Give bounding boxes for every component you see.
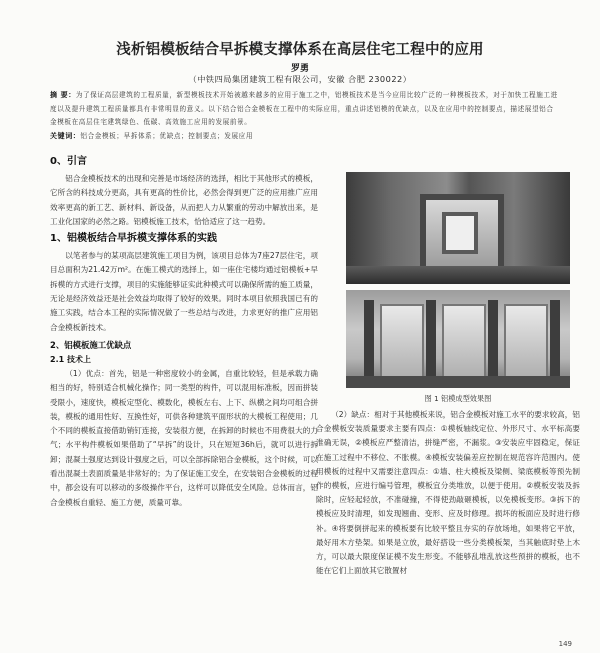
paper-title: 浅析铝模板结合早拆模支撑体系在高层住宅工程中的应用 [116, 42, 484, 58]
section-0-paragraph: 铝合金模板技术的出现和完善是市场经济的选择，相比于其他形式的模板，它所含的科技成分更高，具有更高的性价比，必然会得到更广泛的应用推广应用效率更高的新工艺、新材料、新设备，从而把人力从繁重的劳动中解放出来，是工业化国家的必然之路。铝模板施工技术，恰恰适应了这一趋势。 [50, 174, 318, 226]
abstract-text: 为了保证高层建筑的工程质量，新型模板技术开始被越来越多的应用于施工之中，铝模板技术是当今应用比较广泛的一种模板技术，对于加快工程施工进度以及提升建筑工程质量都具有非常明显的意义。以下结合铝合金模板在工程中的实际应用，重点讲述铝模的优缺点，以及在应用中的控制要点，描述展望铝合金模板在高层住宅建筑绿色、低碳、高效施工应用的发展前景。 [50, 91, 558, 126]
author-name: 罗勇 [290, 64, 309, 74]
left-column [50, 155, 318, 513]
figure-1-caption: 图 1 铝模成型效果图 [424, 394, 492, 403]
keywords-label: 关键词： [50, 132, 81, 140]
affiliation: （中铁四局集团建筑工程有限公司，安徽 合肥 230022） [188, 74, 412, 84]
page-number: 149 [558, 640, 572, 648]
figure-1-photo-bottom [346, 290, 570, 388]
abstract-label: 摘 要： [50, 91, 76, 99]
section-2-heading: 2、铝模板施工优缺点 [50, 339, 132, 350]
keywords-text: 铝合金模板；早拆体系；优缺点；控制要点；发展应用 [80, 132, 254, 140]
section-1-heading: 1、铝模板结合早拆模支撑体系的实践 [50, 233, 217, 245]
figure-1-photo-top [346, 172, 570, 284]
section-2-1-disadvantages: （2）缺点：相对于其他模板来说，铝合金模板对施工水平的要求较高，铝合金模板安装质量要求主要有四点：①模板轴线定位、外形尺寸、水平标高要准确无误，②模板应严整清洁，拼缝严密，不漏浆。③安装应牢固稳定，保证在施工过程中不移位、不胀模。④模板安装偏差应控制在规范容许范围内。使用模板的过程中又需要注意四点：①墙、柱大模板及梁侧、梁底模板等预先制作的模板，应进行编号管理，模板宜分类堆放，以便于使用。②模板安装及拆除时，应轻起轻放，不准碰撞，不得使劲敲砸模板，以免模板变形。③拆下的模板应及时清理，如发现翘曲、变形、应及时修理。损坏的板面应及时进行修补。④将要倒拼起来的模板要有比较平整且夯实的存放场地，如果将它平放，最好用木方垫架。如果是立放，最好搭设一些分类模板架，当其触底时垫上木方，可以最大限度保证模不发生形变。不能够乱堆乱放这些预拼的模板，也不能在它们上面放其它散置材 [316, 410, 580, 576]
keywords [50, 130, 560, 141]
section-0-heading: 0、引言 [50, 156, 87, 167]
section-1-paragraph: 以笔者参与的某项高层建筑施工项目为例，该项目总体为7座27层住宅，项目总面积为21.42万m²。在施工模式的选择上，如一座住宅楼均通过铝模板+早拆模的方式进行支撑，项目的实施能够证实此种模式可以确保所需的施工质量，无论是经济效益还是社会效益均取得了较好的效果。同时本项目依照我国已有的施工实践，结合本工程的实际情况做了一些总结与改进，力求更好的推广应用铝合金模板新技术。 [50, 251, 318, 332]
right-column [316, 408, 580, 581]
section-2-1-advantages: （1）优点：首先，铝是一种密度较小的金属，自重比较轻，但是承载力确相当的好，特别适合机械化操作；同一类型的构件，可以混用标准板，因而拼装受限小，速度快，模板定型化、模数化，模板左右、上下、纵横之间均可组合拼装，模板的通用性好、互换性好，可供各种建筑平面形状的大模板工程使用；几个不同的模板直接借助销钉连接，安装很方便，在拆卸的时候也不用费很大的力气；水平构件模板如果借助了“早拆”的设计，只在短短36h后，就可以进行拆卸；混凝土强度达到设计强度之后，可以全部拆除铝合金模板，这个时候，可以看出混凝土表面质量是非常好的；为了保证施工安全，在安装铝合金模板的过程中，都会设有可以移动的多级操作平台，这样可以降低安全风险。总体而言，铝合金模板自重轻、施工方便，质量可靠。 [50, 368, 318, 507]
abstract [50, 89, 560, 130]
section-2-1-heading: 2.1 技术上 [50, 354, 91, 364]
